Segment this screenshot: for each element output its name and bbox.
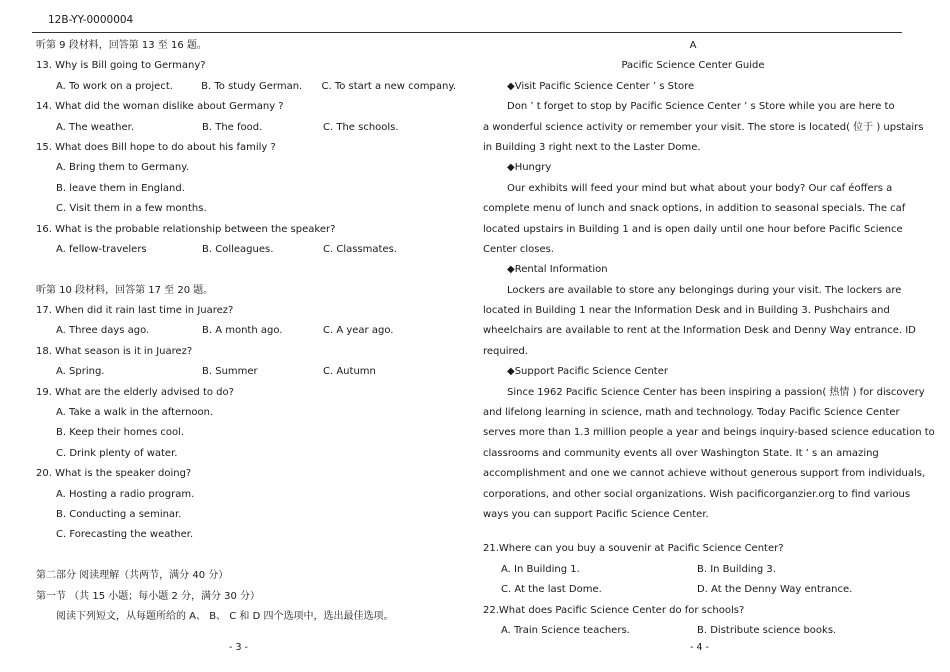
question-14: 14. What did the woman dislike about Germany ? [36,101,284,113]
option-b: B. In Building 3. [697,563,776,575]
right-column [483,36,950,641]
part-two-heading: 第二部分 阅读理解（共两节，满分 40 分） [36,570,229,582]
support-line-1: Since 1962 Pacific Science Center has been inspiring a passion( 热情 ) for discovery [507,386,925,398]
question-16-options [36,240,456,260]
rental-line-3: wheelchairs are available to rent at the Information Desk and Denny Way entrance. ID [483,325,916,337]
option-a: A. The weather. [56,121,135,133]
option-b: B. A month ago. [202,325,283,337]
question-15-option-c: C. Visit them in a few months. [56,203,207,215]
section-10-instruction: 听第 10 段材料，回答第 17 至 20 题。 [36,284,214,296]
question-21-options-ab [483,560,950,580]
hungry-line-1: Our exhibits will feed your mind but what about your body? Our caf éoffers a [507,182,893,194]
option-c: C. Autumn [323,366,376,378]
option-a: A. Spring. [56,366,105,378]
question-13: 13. Why is Bill going to Germany? [36,60,206,72]
header-rule [32,32,902,33]
question-20-option-c: C. Forecasting the weather. [56,529,194,541]
question-15-option-a: A. Bring them to Germany. [56,162,189,174]
passage-letter: A [689,40,697,51]
option-c: C. A year ago. [323,325,394,337]
support-line-6: corporations, and other social organizations. Wish pacificorganzier.org to find various [483,488,911,500]
option-a: A. Three days ago. [56,325,150,337]
support-line-3: serves more than 1.3 million people a year and beings inquiry-based science education to [483,427,935,439]
rental-line-1: Lockers are available to store any belongings during your visit. The lockers are [507,284,902,296]
question-21: 21.Where can you buy a souvenir at Pacific Science Center? [483,543,784,555]
option-a: A. fellow-travelers [56,243,147,255]
question-20-option-b: B. Conducting a seminar. [56,508,182,520]
heading-rental: ◆Rental Information [507,264,608,276]
question-22-options-ab [483,621,950,641]
option-a: A. In Building 1. [501,563,580,575]
heading-hungry: ◆Hungry [507,162,552,174]
question-19: 19. What are the elderly advised to do? [36,386,234,398]
option-c: C. To start a new company. [321,80,456,92]
hungry-line-2: complete menu of lunch and snack options, in addition to seasonal specials. The caf [483,203,906,215]
passage-title: Pacific Science Center Guide [621,60,765,72]
question-20-option-a: A. Hosting a radio program. [56,488,195,500]
question-22: 22.What does Pacific Science Center do for schools? [483,604,745,616]
question-15-option-b: B. leave them in England. [56,182,185,194]
option-c: C. At the last Dome. [501,584,602,596]
support-line-5: accomplishment and one we cannot achieve without generous support from individuals, [483,468,926,480]
store-line-3: in Building 3 right next to the Laster Dome. [483,141,701,153]
store-line-1: Don ’ t forget to stop by Pacific Science Center ’ s Store while you are here to [507,101,895,113]
option-a: A. To work on a project. [56,80,173,92]
question-17: 17. When did it rain last time in Juarez? [36,305,234,317]
diamond-bullet-icon: ◆ [507,162,515,174]
page-number-3: - 3 - [229,642,248,653]
heading-support: ◆Support Pacific Science Center [507,366,668,378]
page-number-4: - 4 - [690,642,709,653]
store-line-2: a wonderful science activity or remember your visit. The store is located( 位于 ) upstairs [483,121,924,133]
left-column [36,36,456,627]
option-c: C. The schools. [323,121,399,133]
support-line-4: classrooms and community events all over Washington State. It ’ s an amazing [483,447,879,459]
heading-store: ◆Visit Pacific Science Center ’ s Store [507,80,695,92]
rental-line-4: required. [483,345,529,357]
option-b: B. Colleagues. [202,243,274,255]
question-16: 16. What is the probable relationship between the speaker? [36,223,336,235]
hungry-line-3: located upstairs in Building 1 and is open daily until one hour before Pacific Science [483,223,903,235]
option-b: B. Distribute science books. [697,624,837,636]
reading-instruction: 阅读下列短文，从每题所给的 A、 B、 C 和 D 四个选项中，选出最佳选项。 [56,610,394,622]
option-b: B. To study German. [201,80,303,92]
diamond-bullet-icon: ◆ [507,366,515,378]
option-b: B. The food. [202,121,263,133]
hungry-line-4: Center closes. [483,243,554,255]
question-19-option-a: A. Take a walk in the afternoon. [56,407,214,419]
support-line-7: ways you can support Pacific Science Center. [483,508,709,520]
question-19-option-c: C. Drink plenty of water. [56,447,178,459]
support-line-2: and lifelong learning in science, math and technology. Today Pacific Science Center [483,407,900,419]
question-18: 18. What season is it in Juarez? [36,345,193,357]
diamond-bullet-icon: ◆ [507,264,515,276]
rental-line-2: located in Building 1 near the Information Desk and in Building 3. Pushchairs and [483,305,890,317]
question-21-options-cd [483,580,950,600]
question-18-options [36,362,456,382]
diamond-bullet-icon: ◆ [507,80,515,92]
question-20: 20. What is the speaker doing? [36,468,192,480]
question-19-option-b: B. Keep their homes cool. [56,427,185,439]
question-13-options [36,77,456,97]
option-d: D. At the Denny Way entrance. [697,584,853,596]
question-17-options [36,321,456,341]
section-9-instruction: 听第 9 段材料，回答第 13 至 16 题。 [36,40,207,51]
option-a: A. Train Science teachers. [501,624,630,636]
option-c: C. Classmates. [323,243,397,255]
option-b: B. Summer [202,366,258,378]
section-one-heading: 第一节 （共 15 小题；每小题 2 分，满分 30 分） [36,590,261,602]
question-15: 15. What does Bill hope to do about his family ? [36,141,276,153]
question-14-options [36,118,456,138]
header-code: 12B-YY-0000004 [48,14,134,26]
